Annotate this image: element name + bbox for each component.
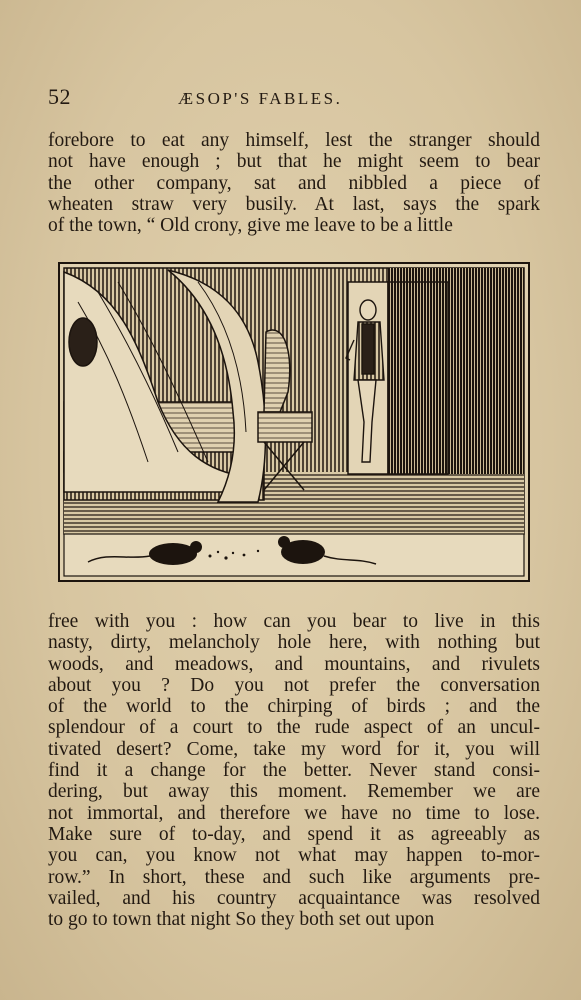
text-line: splendour of a court to the rude aspect of an uncul- [48,717,540,739]
text-line: Make sure of to-day, and spend it as agreeably as [48,823,540,845]
text-line: not have enough ; but that he might seem to bear [48,151,540,173]
paragraph-bottom [48,611,540,930]
text-line: the other company, sat and nibbled a piece of [48,172,540,194]
text-line: free with you : how can you bear to live in this [48,611,540,632]
text-line: nasty, dirty, melancholy hole here, with nothing but [48,632,540,654]
text-line: not immortal, and therefore we have no time to lose. [48,802,540,824]
text-line: woods, and meadows, and mountains, and rivulets [48,653,540,675]
page-number: 52 [48,84,71,109]
text-line: of the town, “ Old crony, give me leave to be a little [48,215,453,237]
text-line: tivated desert? Come, take my word for it, you will [48,738,540,760]
woodcut-illustration [58,262,530,582]
text-line: row.” In short, these and such like arguments pre- [48,866,540,888]
paragraph-top [48,130,540,236]
text-line: wheaten straw very busily. At last, says the spark [48,193,540,215]
text-line: you can, you know not what may happen to-mor- [48,845,540,867]
text-line: find it a change for the better. Never stand consi- [48,760,540,782]
text-line: to go to town that night So they both set out upon [48,909,435,931]
text-line: dering, but away this moment. Remember we are [48,781,540,803]
open-door [388,282,448,474]
text-line: vailed, and his country acquaintance was resolved [48,887,540,909]
text-line: forebore to eat any himself, lest the stranger should [48,130,540,151]
text-line: about you ? Do you not prefer the conversation [48,674,540,696]
wall-mirror [69,318,97,366]
text-line: of the world to the chirping of birds ; and the [48,696,540,718]
running-title: ÆSOP'S FABLES. [178,89,343,108]
